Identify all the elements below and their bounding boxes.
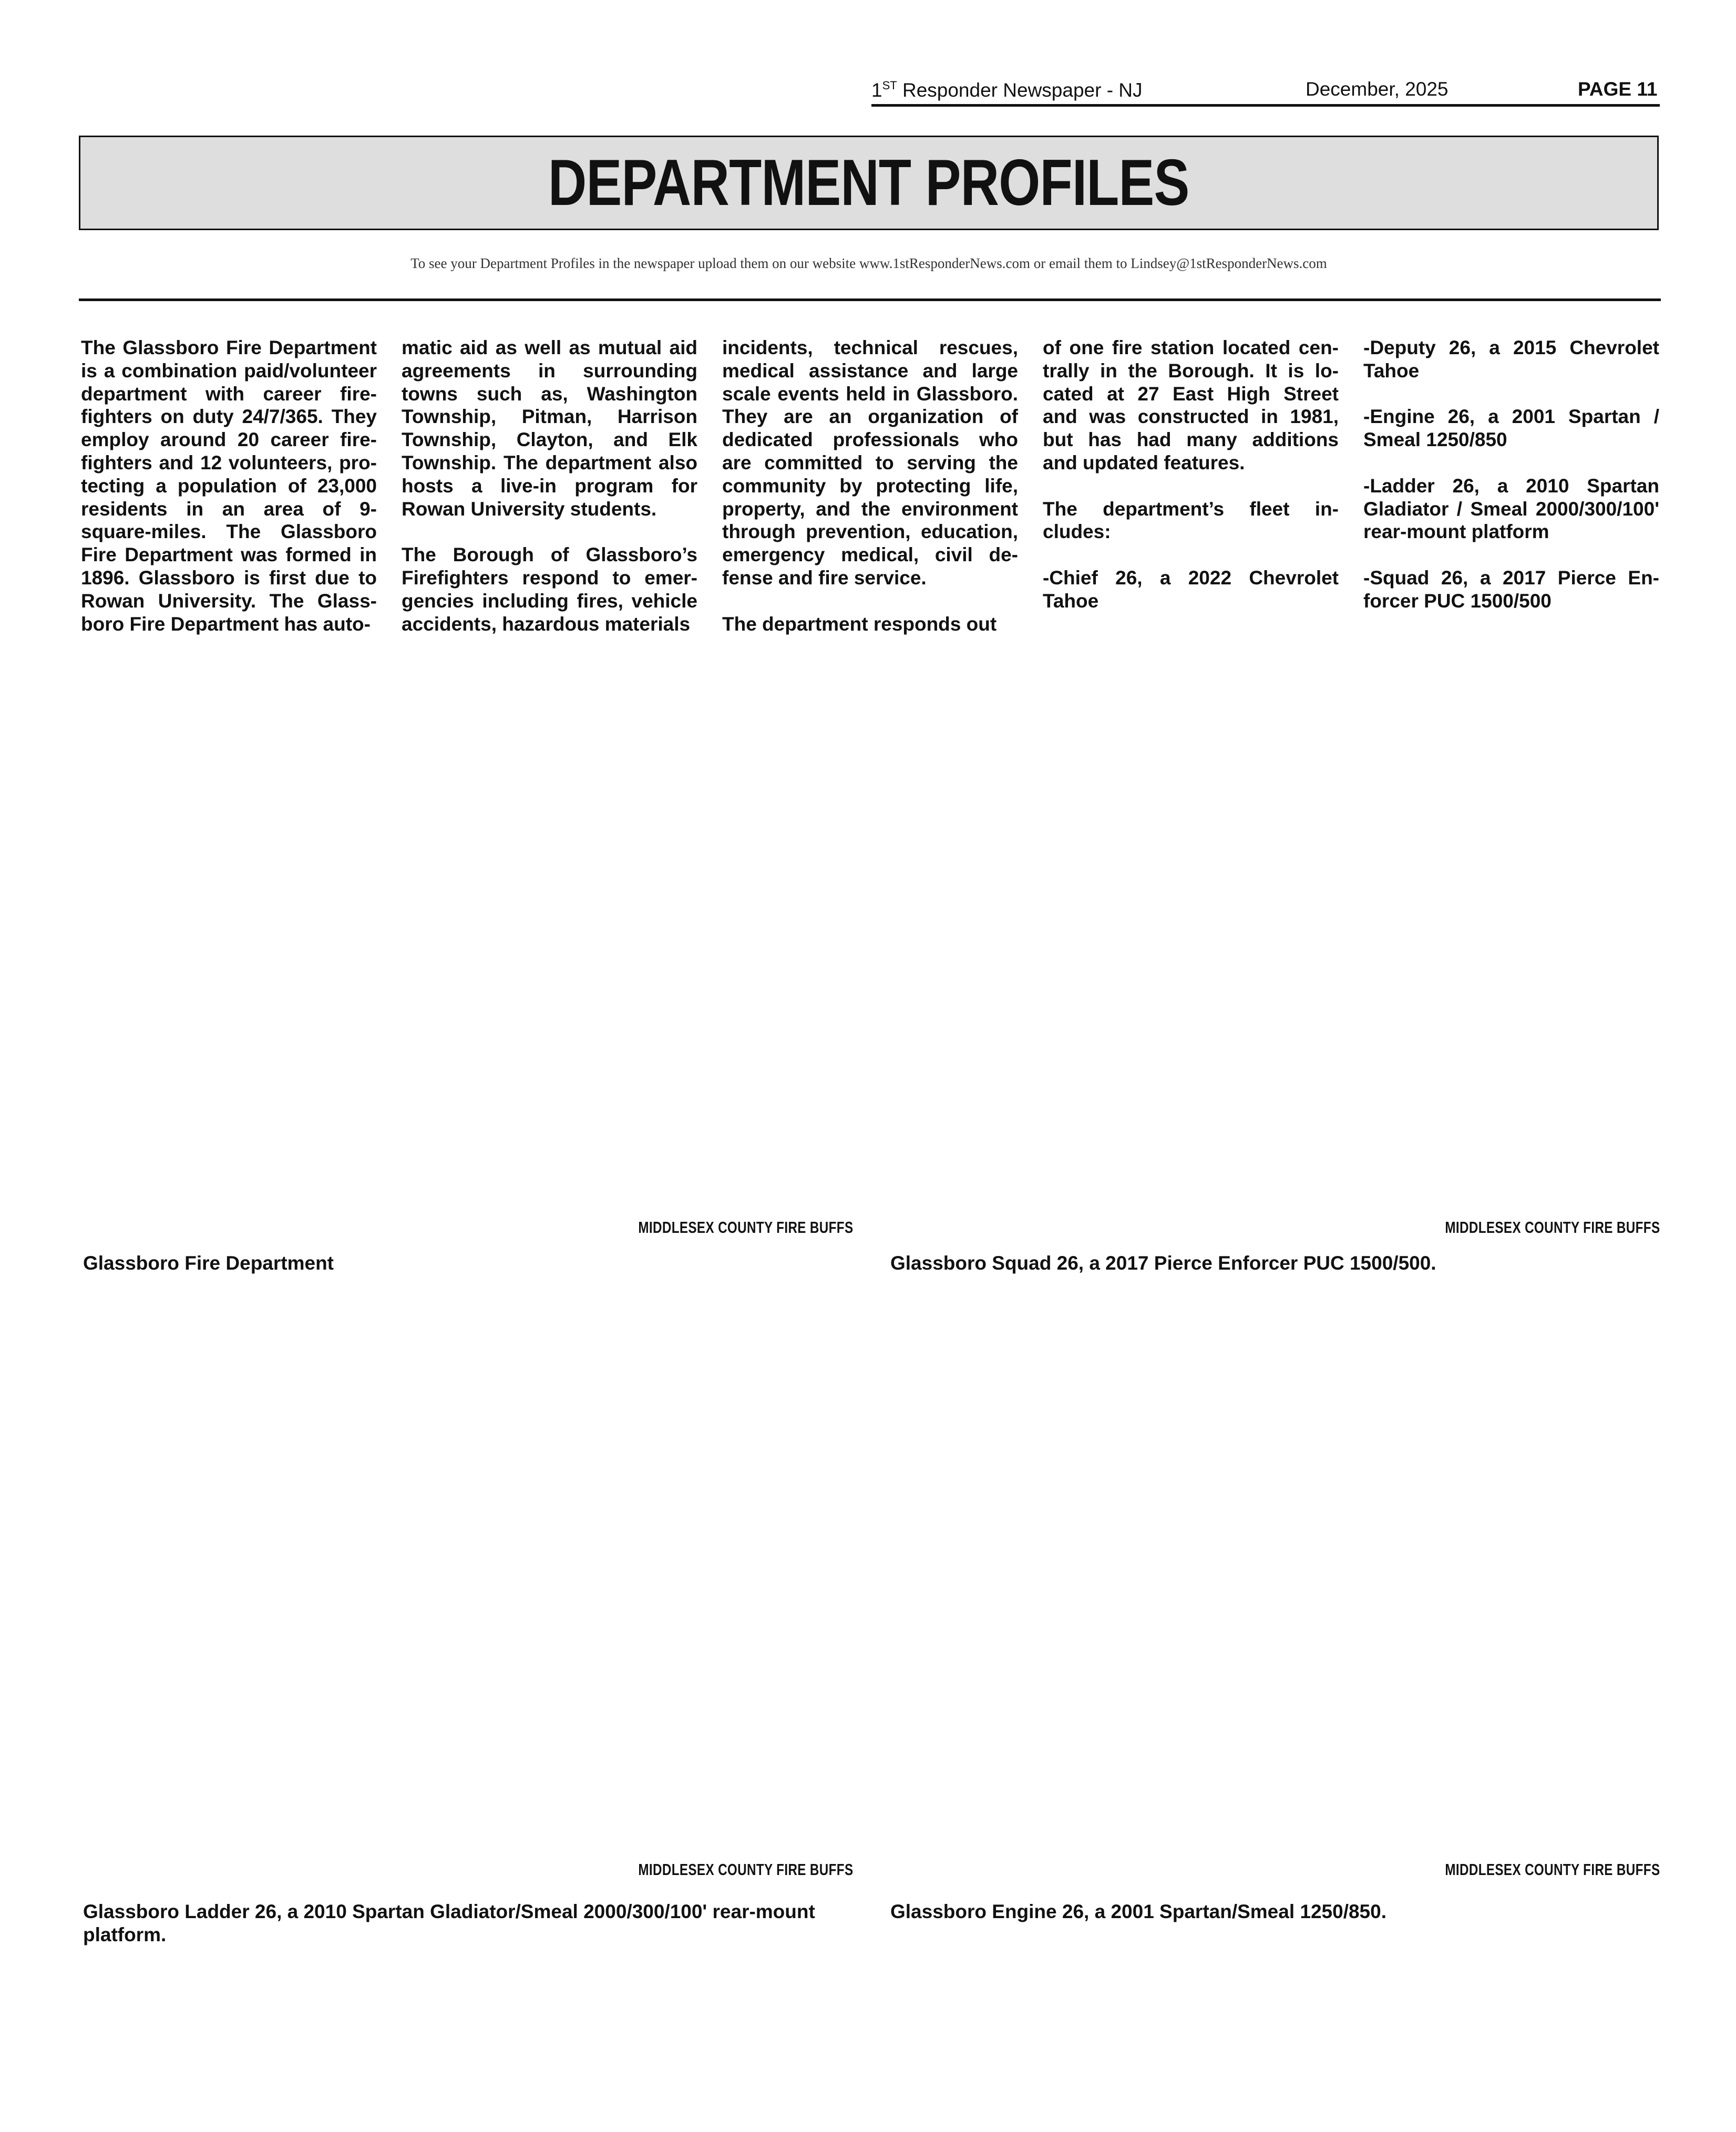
photo-caption: Glassboro Fire Department (83, 1252, 334, 1274)
article-paragraph: The Borough of Glassboro’s Firefighters respond to emer-gencies including fires, vehicle accidents, hazardous materials (402, 544, 697, 635)
photo-squad-26 (888, 646, 1661, 1209)
section-rule (79, 298, 1661, 301)
photo-credit: MIDDLESEX COUNTY FIRE BUFFS (638, 1860, 853, 1879)
article-column-2 (402, 336, 697, 635)
photo-credit: MIDDLESEX COUNTY FIRE BUFFS (1444, 1860, 1660, 1879)
article-paragraph: incidents, technical rescues, medical assistance and large scale events held in Glassboro. They are an organization of dedicated professionals who are committed to serving the community by protecting life, property, and the environment through prevention, education, emergency medical, civil de-fense and fire service. (722, 337, 1018, 589)
article-paragraph: -Chief 26, a 2022 Chevrolet Tahoe (1043, 567, 1339, 612)
photo-credit: MIDDLESEX COUNTY FIRE BUFFS (638, 1218, 853, 1237)
fleet-item: -Engine 26, a 2001 Spartan / Smeal 1250/850 (1363, 406, 1659, 451)
section-title: DEPARTMENT PROFILES (548, 147, 1189, 219)
article-paragraph: matic aid as well as mutual aid agreements in surrounding towns such as, Washington Township, Pitman, Harrison Township, Clayton, and Elk Township. The department also hosts a live-in program for Rowan University students. (402, 337, 697, 520)
article-column-1 (81, 336, 377, 635)
submission-note: To see your Department Profiles in the newspaper upload them on our website www.1stResponderNews.com or email them to Lindsey@1stResponderNews.com (410, 255, 1327, 271)
publication-superscript: ST (882, 79, 897, 92)
photo-caption: Glassboro Ladder 26, a 2010 Spartan Gladiator/Smeal 2000/300/100' rear-mount platform. (83, 1901, 815, 1945)
fleet-item: -Squad 26, a 2017 Pierce En-forcer PUC 1500/500 (1363, 567, 1659, 612)
page-number: PAGE 11 (1578, 78, 1658, 100)
publication-number: 1 (871, 79, 882, 101)
article-column-5 (1363, 336, 1659, 613)
issue-date: December, 2025 (1306, 78, 1449, 100)
article-paragraph: of one fire station located cen-trally in the Borough. It is lo-cated at 27 East High Street and was constructed in 1981, but has had many additions and updated features. (1043, 337, 1339, 473)
photo-ladder-26 (81, 1293, 854, 1850)
photo-caption: Glassboro Squad 26, a 2017 Pierce Enforcer PUC 1500/500. (890, 1252, 1436, 1274)
photo-fire-department (81, 646, 854, 1209)
section-banner (79, 136, 1659, 230)
photo-caption: Glassboro Engine 26, a 2001 Spartan/Smeal 1250/850. (890, 1901, 1386, 1922)
header-rule (871, 104, 1660, 107)
article-paragraph: The Glassboro Fire Department is a combination paid/volunteer department with career fire-fighters on duty 24/7/365. They employ around 20 career fire-fighters and 12 volunteers, pro-tecting a population of 23,000 residents in an area of 9-square-miles. The Glassboro Fire Department was formed in 1896. Glassboro is first due to Rowan University. The Glass-boro Fire Department has auto- (81, 337, 377, 635)
article-paragraph: The department’s fleet in-cludes: (1043, 498, 1339, 543)
publication-name (871, 79, 1143, 102)
photo-engine-26 (888, 1293, 1661, 1850)
article-paragraph: The department responds out (722, 613, 997, 635)
article-column-3 (722, 336, 1018, 635)
article-column-4 (1043, 336, 1339, 613)
publication-title: Responder Newspaper - NJ (897, 79, 1143, 101)
fleet-item: -Ladder 26, a 2010 Spartan Gladiator / Smeal 2000/300/100' rear-mount platform (1363, 475, 1659, 543)
photo-credit: MIDDLESEX COUNTY FIRE BUFFS (1444, 1218, 1660, 1237)
fleet-item: -Deputy 26, a 2015 Chevrolet Tahoe (1363, 337, 1659, 382)
